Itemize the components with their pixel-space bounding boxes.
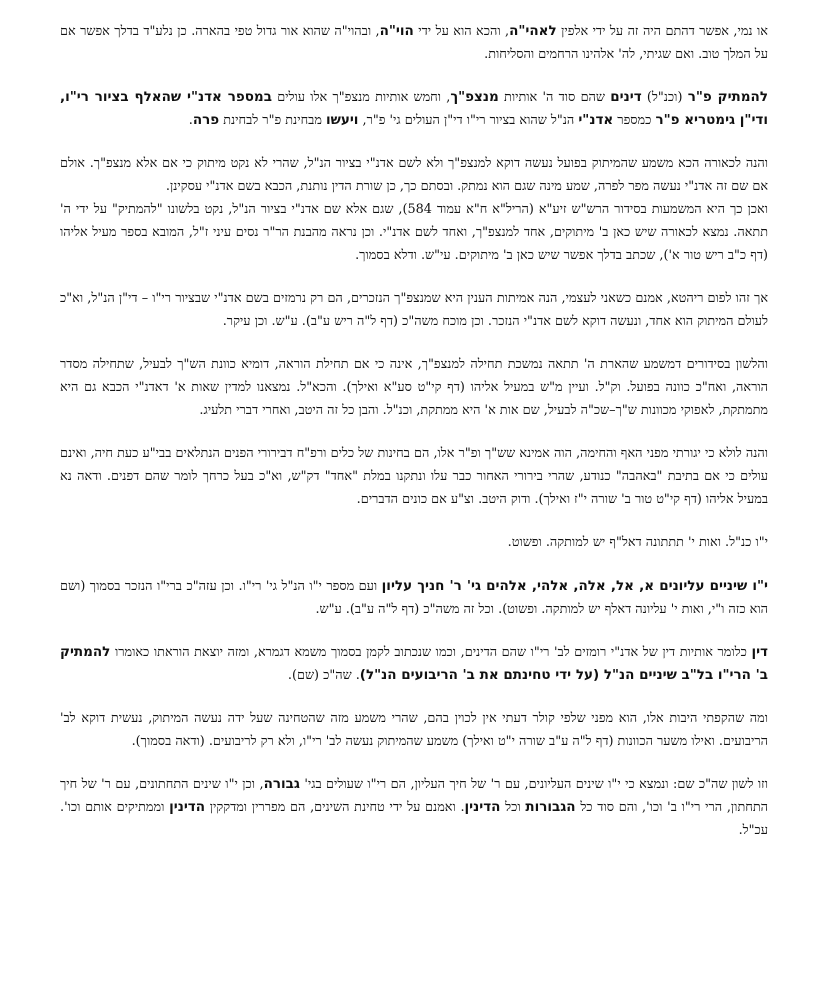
bold-term: אדנ"י (578, 112, 614, 128)
text-run: וכל (500, 800, 526, 815)
bold-term: פרה (192, 112, 220, 128)
text-run: , והכא הוא על ידי (413, 24, 510, 39)
text-run: . ואמנם על ידי טחינת השינים, הם מפררין ומדקקין (205, 800, 465, 815)
text-run: , וחמש אותיות מנצפ"ך אלו עולים (271, 90, 451, 105)
document-page (60, 20, 768, 862)
text-run: והלשון בסידורים דמשמע שהארת ה' תתאה נמשכת תחילה למנצפ"ך, אינה כי אם תחילת הוראה, דומיא כוונת הש"ך לבעיל, שתחילה מסדר הוראה, ואח"כ כוונה בפועל. וק"ל. ועיין מ"ש במעיל אליהו (דף קי"ט סע"א ואילך). והכא"ל. נמצאנו למדין שאות א' דאדנ"י הכבא גם היא מתמתקת, לאפוקי מכוונות ש"ך–שכ"ה לבעיל, שם אות א' היא ממתקת, וכנ"ל. והבן כל זה היטב, ואחרי דברי תלעיג. (60, 357, 768, 418)
text-run: כלומר אותיות דין של אדנ"י רומזים לב' רי"ו שהם הדינים, וכמו שנכתוב לקמן בסמוך משמא דגמרא, ומזה יוצאת הוראתו כאומרו (110, 645, 752, 660)
bold-term: הדינין (464, 799, 501, 815)
paragraph-8 (60, 531, 768, 554)
paragraph-12 (60, 773, 768, 842)
text-run: וממתיקים אותם וכו'. עכ"ל. (60, 800, 768, 838)
text-run: , וכן י"ו שינים התחתונים, עם ר' של חיך התחתון, הרי רי"ו ב' וכו', והם סוד כל (60, 777, 768, 815)
text-run: , ובהוי"ה שהוא אור גדול טפי בהארה. כן נלע"ד בדלך אפשר אם על המלך טוב. ואם שגיתי, לה' אלהינו הרחמים והסליחות. (60, 24, 768, 62)
paragraph-1 (60, 20, 768, 66)
text-run: והנה לולא כי יגורתי מפני האף והחימה, הוה אמינא שש"ך ופ"ר אלו, הם בחינות של כלים ורפ"ח דבירורי הפנים הנתלאים בבי"ע כעת חיה, ואינם עולים כי אם בתיבת "באהבה" כנודע, שהרי בירורי האחור כבר עלו ונתקנו במלת "אחד" דק"ש, וא"כ בעל כרחך לומר שהם דפנים. ודאה נא במעיל אליהו (דף קי"ט טור ב' שורה י"ז ואילך). ודוק היטב. וצ"ע אם כונים הדברים. (60, 446, 768, 507)
bold-term: במספר אדנ"י שהאלף בציור רי"ו, ודי"ן גימטריא פ"ר (60, 89, 768, 128)
bold-term: מנצפ"ך (450, 89, 499, 105)
text-run: (וכנ"ל) (641, 90, 688, 105)
paragraph-2 (60, 86, 768, 132)
text-run: מבחינת פ"ר לבחינת (219, 113, 326, 128)
bold-term: דין (751, 644, 768, 660)
bold-term: דינים (610, 89, 642, 105)
paragraph-5 (60, 287, 768, 333)
bold-term: ויעשו (325, 112, 359, 128)
paragraph-7 (60, 442, 768, 511)
bold-term: הוי"ה (379, 23, 414, 39)
paragraph-11 (60, 707, 768, 753)
bold-term: להמתיק פ"ר (687, 89, 768, 105)
text-run: או נמי, אפשר דהתם היה זה על ידי אלפין (556, 24, 768, 39)
paragraph-3 (60, 152, 768, 198)
bold-term: להמתיק ב' הרי"ו בל"ב שיניים הנ"ל (על ידי טחינתם את ב' הריבועים הנ"ל) (60, 644, 768, 683)
text-run: והנה לכאורה הכא משמע שהמיתוק בפועל נעשה דוקא למנצפ"ך ולא לשם אדנ"י בציור הנ"ל, שהרי לא נקט מיתוק כי אם אלא מנצפ"ך. אולם אם שם זה אדנ"י נעשה מפר לפרה, שמע מינה שגם הוא נמתק. ובסתם כך, כן שורת הדין נותנת, הכבא בשם אדנ"י עסקינן. (60, 156, 769, 194)
text-run: שהם סוד ה' אותיות (498, 90, 611, 105)
bold-term: גבורה (263, 776, 300, 792)
text-run: ואכן כך היא המשמעות בסידור הרש"ש זיע"א (הריל"א ח"א עמוד 584), שגם אלא שם אדנ"י בציור הנ"ל, נקט בלשונו "להמתיק" על ידי ה' תתאה. נמצא לכאורה שיש כאן ב' מיתוקים, אחד למנצפ"ך, ואחד לשם אדנ"י. וכן נראה מהבנת הר"ר נסים עיני ז"ל, המובא בספר מעיל אליהו (דף כ"ב ריש טור א'), שכתב בדלך אפשר שיש כאן ב' מיתוקים. עי"ש. ודלא בסמוך. (60, 202, 768, 263)
text-run: . (188, 113, 193, 128)
paragraph-10 (60, 641, 768, 687)
text-run: . שה"כ (שם). (287, 668, 360, 683)
text-run: וזו לשון שה"כ שם: ונמצא כי י"ו שינים העליונים, עם ר' של חיך העליון, הם רי"ו שעולים בגי' (299, 777, 769, 792)
text-run: ומה שהקפתי היבות אלו, הוא מפני שלפי קולר דעתי אין לכוין בהם, שהרי משמע מזה שהטחינה שעל ידה נעשה המיתוק, נעשית דוקא לב' הריבועים. ואילו משער הכוונות (דף ל"ה ע"ב שורה י"ט ואילך) משמע שהמיתוק נעשה לב' רי"ו, ולא רק לריבועים. (ודאה בסמוך). (60, 711, 768, 749)
text-run: ועם מספר י"ו הנ"ל גי' רי"ו. וכן עזה"כ ברי"ו הנזכר בסמוך (ושם הוא כזה ו"י, ואות י' עליונה דאלף יש למותקה. ופשוט). וכל זה משה"כ (דף ל"ה ע"ב). ע"ש. (60, 579, 768, 617)
paragraph-6 (60, 353, 768, 422)
text-run: י"ו כנ"ל. ואות י' תתתונה דאל"ף יש למותקה. ופשוט. (507, 535, 768, 550)
paragraph-4 (60, 198, 768, 267)
bold-term: הדינין (169, 799, 206, 815)
paragraph-9 (60, 574, 768, 621)
bold-term: י"ו שיניים עליונים א, אל, אלה, אלהי, אלהים גי' ר' חניך עליון (381, 578, 769, 594)
bold-term: לאהי"ה (509, 23, 557, 39)
bold-term: הגבורות (525, 799, 576, 815)
text-run: הנ"ל שהוא בציור רי"ו די"ן העולים גי' פ"ר, (358, 113, 579, 128)
text-run: כמספר (613, 113, 656, 128)
text-run: אך זהו לפום ריהטא, אמנם כשאני לעצמי, הנה אמיתות הענין היא שמנצפ"ך הנזכרים, הם רק נרמזים בשם אדנ"י שבציור רי"ו – די"ן הנ"ל, וא"כ לעולם המיתוק הוא אחד, ונעשה דוקא לשם אדנ"י הנזכר. וכן מוכח משה"כ (דף ל"ה ריש ע"ב). ע"ש. וכן עיקר. (60, 291, 768, 329)
